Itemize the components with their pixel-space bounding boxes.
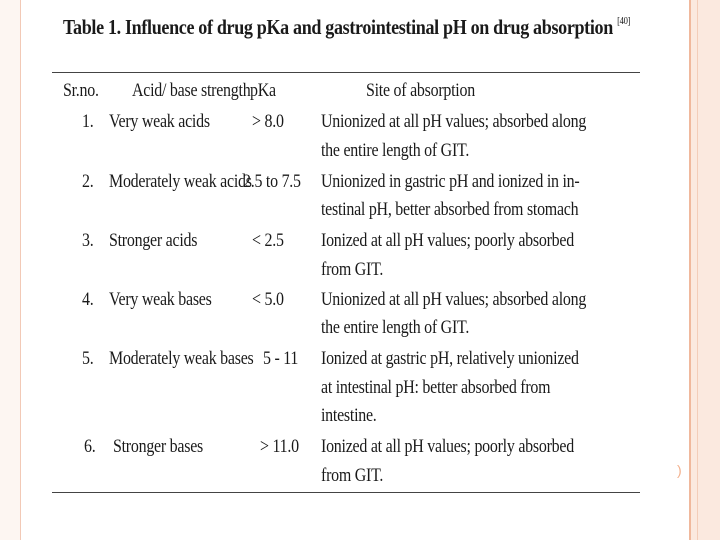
table-caption-text: Table 1. Influence of drug pKa and gastrointestinal pH on drug absorption (63, 15, 613, 39)
row-6-number: 6. (84, 436, 96, 457)
row-6-pka: > 11.0 (260, 436, 299, 457)
row-3-strength: Stronger acids (109, 230, 198, 251)
row-5-site-line-3: intestine. (321, 405, 377, 426)
slide-right-border (689, 0, 720, 540)
row-4-pka: < 5.0 (252, 289, 284, 310)
row-5-number: 5. (82, 348, 94, 369)
table-caption-reference: [40] (617, 16, 631, 27)
row-1-site-line-2: the entire length of GIT. (321, 140, 470, 161)
row-3-pka: < 2.5 (252, 230, 284, 251)
row-4-site-line-1: Unionized at all pH values; absorbed along (321, 289, 587, 310)
table-top-rule (52, 72, 640, 73)
row-2-pka: 2.5 to 7.5 (243, 171, 301, 192)
row-1-site-line-1: Unionized at all pH values; absorbed along (321, 111, 587, 132)
row-3-site-line-1: Ionized at all pH values; poorly absorbed (321, 230, 574, 251)
row-5-pka: 5 - 11 (263, 348, 299, 369)
header-site-of-absorption: Site of absorption (366, 80, 475, 101)
row-3-number: 3. (82, 230, 94, 251)
row-4-number: 4. (82, 289, 94, 310)
table-bottom-rule (52, 492, 640, 493)
row-3-site-line-2: from GIT. (321, 259, 384, 280)
header-pka: pKa (250, 80, 276, 101)
row-6-site-line-1: Ionized at all pH values; poorly absorbed (321, 436, 574, 457)
row-4-strength: Very weak bases (109, 289, 212, 310)
slide-right-border-line (697, 0, 698, 540)
row-5-site-line-1: Ionized at gastric pH, relatively unionized (321, 348, 579, 369)
slide-side-mark: ) (677, 462, 682, 478)
header-srno: Sr.no. (63, 80, 99, 101)
row-2-site-line-2: testinal pH, better absorbed from stomach (321, 199, 579, 220)
table-caption (63, 15, 630, 40)
row-5-strength: Moderately weak bases (109, 348, 254, 369)
row-4-site-line-2: the entire length of GIT. (321, 317, 470, 338)
row-2-strength: Moderately weak acids (109, 171, 252, 192)
slide-left-border (0, 0, 21, 540)
row-1-number: 1. (82, 111, 94, 132)
row-5-site-line-2: at intestinal pH: better absorbed from (321, 377, 551, 398)
row-1-pka: > 8.0 (252, 111, 284, 132)
row-6-strength: Stronger bases (113, 436, 203, 457)
row-1-strength: Very weak acids (109, 111, 210, 132)
row-6-site-line-2: from GIT. (321, 465, 384, 486)
header-acid-base-strength: Acid/ base strength (132, 80, 251, 101)
row-2-site-line-1: Unionized in gastric pH and ionized in in- (321, 171, 580, 192)
row-2-number: 2. (82, 171, 94, 192)
